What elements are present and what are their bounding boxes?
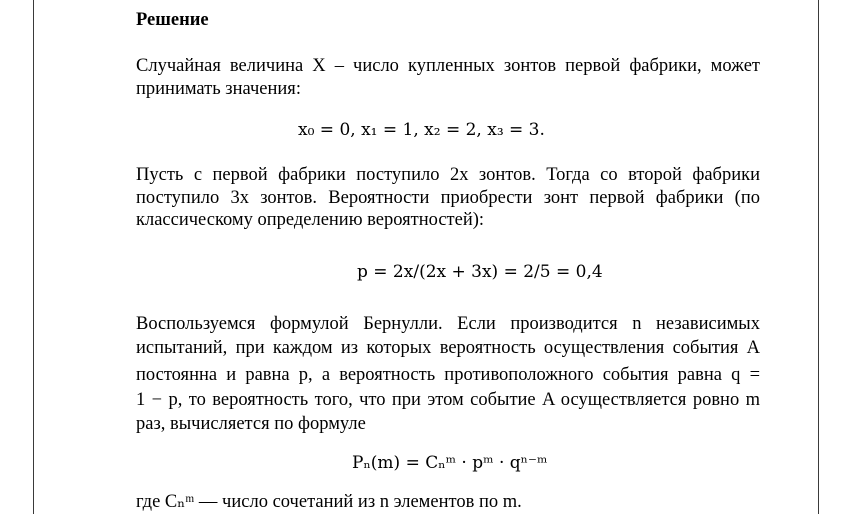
equation-probability: p = 2x/(2x + 3x) = 2/5 = 0,4	[357, 262, 603, 282]
paragraph-1-line-2: принимать значения:	[136, 79, 301, 99]
equation-values: x₀ = 0, x₁ = 1, x₂ = 2, x₃ = 3.	[298, 120, 545, 140]
paragraph-2-line-3: классическому определению вероятностей):	[136, 210, 485, 230]
paragraph-4-line-1: где Cₙᵐ — число сочетаний из n элементов по m.	[136, 492, 522, 512]
section-heading: Решение	[136, 10, 209, 30]
page-left-edge	[33, 0, 34, 514]
paragraph-1-line-1: Случайная величина X – число купленных зонтов первой фабрики, может	[136, 56, 760, 76]
paragraph-3-line-1: Воспользуемся формулой Бернулли. Если производится n независимых	[136, 314, 760, 334]
page-right-edge	[818, 0, 819, 514]
paragraph-3-line-3: постоянна и равна p, а вероятность противоположного события равна q =	[136, 365, 760, 385]
equation-bernoulli: Pₙ(m) = Cₙᵐ · pᵐ · qⁿ⁻ᵐ	[352, 453, 548, 473]
paragraph-3-line-4: 1 − p, то вероятность того, что при этом событие A осуществляется ровно m	[136, 390, 760, 410]
paragraph-3-line-5: раз, вычисляется по формуле	[136, 414, 366, 434]
paragraph-2-line-1: Пусть с первой фабрики поступило 2x зонтов. Тогда со второй фабрики	[136, 165, 760, 185]
paragraph-2-line-2: поступило 3x зонтов. Вероятности приобрести зонт первой фабрики (по	[136, 188, 760, 208]
paragraph-3-line-2: испытаний, при каждом из которых вероятность осуществления события A	[136, 338, 760, 358]
